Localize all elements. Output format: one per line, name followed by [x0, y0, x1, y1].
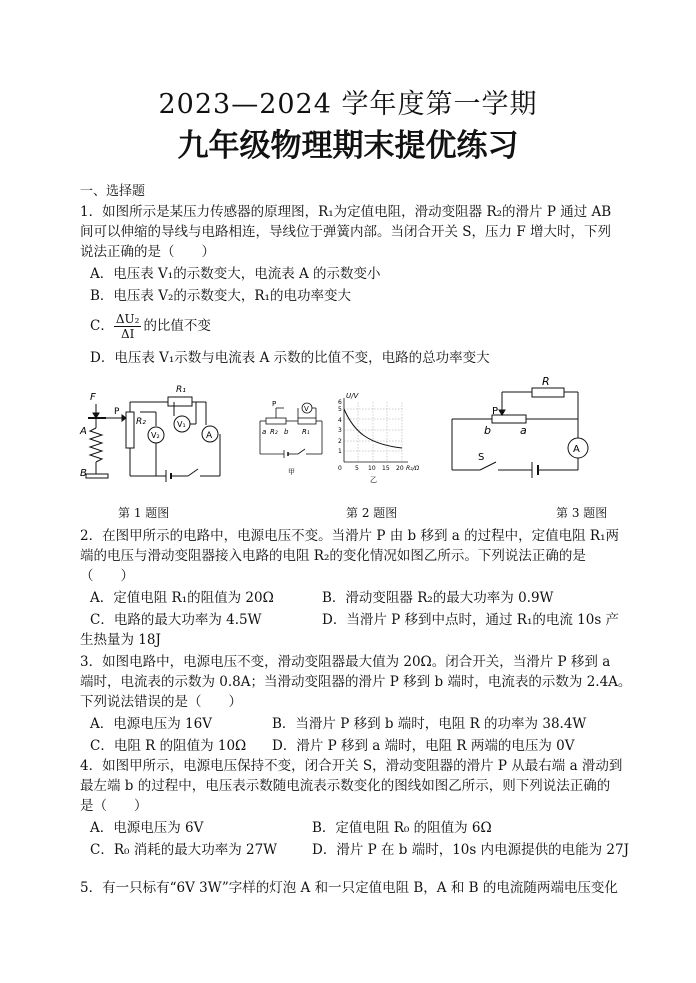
fig2-label-p: P [272, 400, 277, 408]
q3-line1: 3．如图电路中，电源电压不变，滑动变阻器最大值为 20Ω。闭合开关，当滑片 P 移到 a [80, 654, 611, 670]
section-heading: 一、选择题 [80, 184, 146, 199]
q1-line1: 1．如图所示是某压力传感器的原理图，R₁为定值电阻，滑动变阻器 R₂的滑片 P 通过 AB [80, 204, 612, 220]
fig2-xtick-15: 15 [382, 465, 390, 472]
fig1-label-v1: V₁ [177, 420, 186, 429]
fig2-ytick-6: 6 [338, 399, 342, 406]
q2-option-d-continued: 生热量为 18J [80, 632, 161, 648]
exam-title-subject: 九年级物理期末提优练习 [177, 128, 519, 164]
fig3-label-a: a [520, 424, 527, 437]
fig3-label-r: R [542, 375, 550, 388]
fig2-ytick-2: 2 [338, 438, 342, 445]
q3-option-a: A．电源电压为 16V [90, 716, 212, 732]
q3-option-d: D．滑片 P 移到 a 端时，电阻 R 两端的电压为 0V [272, 738, 575, 754]
q4-line3: 是（ ） [80, 798, 148, 814]
q2-option-d: D．当滑片 P 移到中点时，通过 R₁的电流 10s 产 [322, 612, 620, 628]
q4-option-d: D．滑片 P 在 b 端时，10s 内电源提供的电能为 27J [312, 842, 629, 858]
q4-option-c: C．R₀ 消耗的最大功率为 27W [90, 842, 278, 858]
fig1-label-a: A [80, 426, 87, 437]
q4-option-a: A．电源电压为 6V [90, 820, 204, 836]
q3-line2: 端时，电流表的示数为 0.8A；当滑动变阻器的滑片 P 移到 b 端时，电流表的示数为 2.4A。 [80, 674, 632, 690]
q1-line3: 说法正确的是（ ） [80, 244, 215, 260]
delta-ratio-fraction [114, 312, 142, 341]
fig1-label-b: B [80, 468, 87, 479]
q2-line3: （ ） [80, 568, 134, 584]
fig1-label-p: P [114, 407, 120, 417]
q4-option-b: B．定值电阻 R₀ 的阻值为 6Ω [312, 820, 492, 836]
fig2-label-jia: 甲 [288, 468, 295, 476]
fig3-label-p: P [492, 406, 499, 417]
fraction-numerator: ΔU₂ [115, 312, 140, 326]
q4-line2: 最左端 b 的过程中，电压表示数随电流表示数变化的图线如图乙所示，则下列说法正确的 [80, 778, 611, 794]
q2-line1: 2．在图甲所示的电路中，电源电压不变。当滑片 P 由 b 移到 a 的过程中，定值电阻 R₁两 [80, 528, 619, 544]
q1-option-c [90, 312, 211, 341]
fig3-label-b: b [484, 424, 491, 437]
fig2-label-v: V [304, 405, 309, 413]
fig2-y-axis-label: U/V [346, 392, 359, 400]
figure-2-caption: 第 2 题图 [346, 506, 398, 520]
fig2-ytick-3: 3 [338, 427, 342, 434]
fig1-label-ammeter: A [206, 431, 213, 441]
figure-3-circuit [444, 374, 604, 484]
fig1-label-r1: R₁ [176, 385, 186, 395]
figure-1-caption: 第 1 题图 [118, 506, 170, 520]
q3-option-c: C．电阻 R 的阻值为 10Ω [90, 738, 247, 754]
fig2-label-r2: R₂ [270, 428, 278, 436]
q1-option-a: A．电压表 V₁的示数变大，电流表 A 的示数变小 [90, 266, 381, 282]
q2-option-a: A．定值电阻 R₁的阻值为 20Ω [90, 590, 274, 606]
fig3-label-s: S [478, 452, 485, 463]
fig3-label-ammeter: A [573, 444, 580, 455]
fig2-ytick-1: 1 [338, 448, 342, 455]
exam-title-year: 2023—2024 学年度第一学期 [158, 89, 538, 120]
fraction-denominator: ΔI [120, 327, 135, 341]
q4-line1: 4．如图甲所示，电源电压保持不变，闭合开关 S，滑动变阻器的滑片 P 从最右端 a 滑动到 [80, 758, 623, 774]
q1-option-b: B．电压表 V₂的示数变大，R₁的电功率变大 [90, 288, 351, 304]
fig2-ytick-0: 0 [338, 465, 342, 472]
q5-line1: 5．有一只标有“6V 3W”字样的灯泡 A 和一只定值电阻 B，A 和 B 的电流随两端电压变化 [80, 880, 618, 896]
q1-option-c-suffix: 的比值不变 [143, 318, 211, 334]
fig2-label-yi: 乙 [370, 476, 377, 484]
figure-2-circuit-and-graph [258, 392, 438, 487]
fig2-ytick-4: 4 [338, 417, 342, 424]
fig2-ytick-5: 5 [338, 406, 342, 413]
q2-line2: 端的电压与滑动变阻器接入电路的电阻 R₂的变化情况如图乙所示。下列说法正确的是 [80, 548, 586, 564]
fig2-xtick-5: 5 [355, 465, 359, 472]
fig2-xtick-10: 10 [368, 465, 376, 472]
fig2-label-b: b [284, 428, 289, 436]
fig2-label-r1: R₁ [302, 428, 310, 436]
fig2-x-axis-label: R₂/Ω [406, 465, 420, 472]
q3-line3: 下列说法错误的是（ ） [80, 694, 242, 710]
q1-option-c-prefix: C． [90, 318, 114, 334]
figure-1-circuit [78, 380, 238, 490]
fig2-label-a: a [262, 428, 267, 436]
q3-option-b: B．当滑片 P 移到 b 端时，电阻 R 的功率为 38.4W [272, 716, 587, 732]
figure-3-caption: 第 3 题图 [556, 506, 608, 520]
fig2-xtick-20: 20 [396, 465, 404, 472]
q2-option-c: C．电路的最大功率为 4.5W [90, 612, 262, 628]
q1-line2: 间可以伸缩的导线与电路相连，导线位于弹簧内部。当闭合开关 S，压力 F 增大时，下列 [80, 224, 611, 240]
q1-option-d: D．电压表 V₁示数与电流表 A 示数的比值不变，电路的总功率变大 [90, 350, 490, 366]
fig1-label-f: F [90, 392, 96, 403]
q2-option-b: B．滑动变阻器 R₂的最大功率为 0.9W [322, 590, 554, 606]
fig1-label-r2: R₂ [136, 417, 146, 427]
fig1-label-v2: V₂ [151, 431, 160, 440]
